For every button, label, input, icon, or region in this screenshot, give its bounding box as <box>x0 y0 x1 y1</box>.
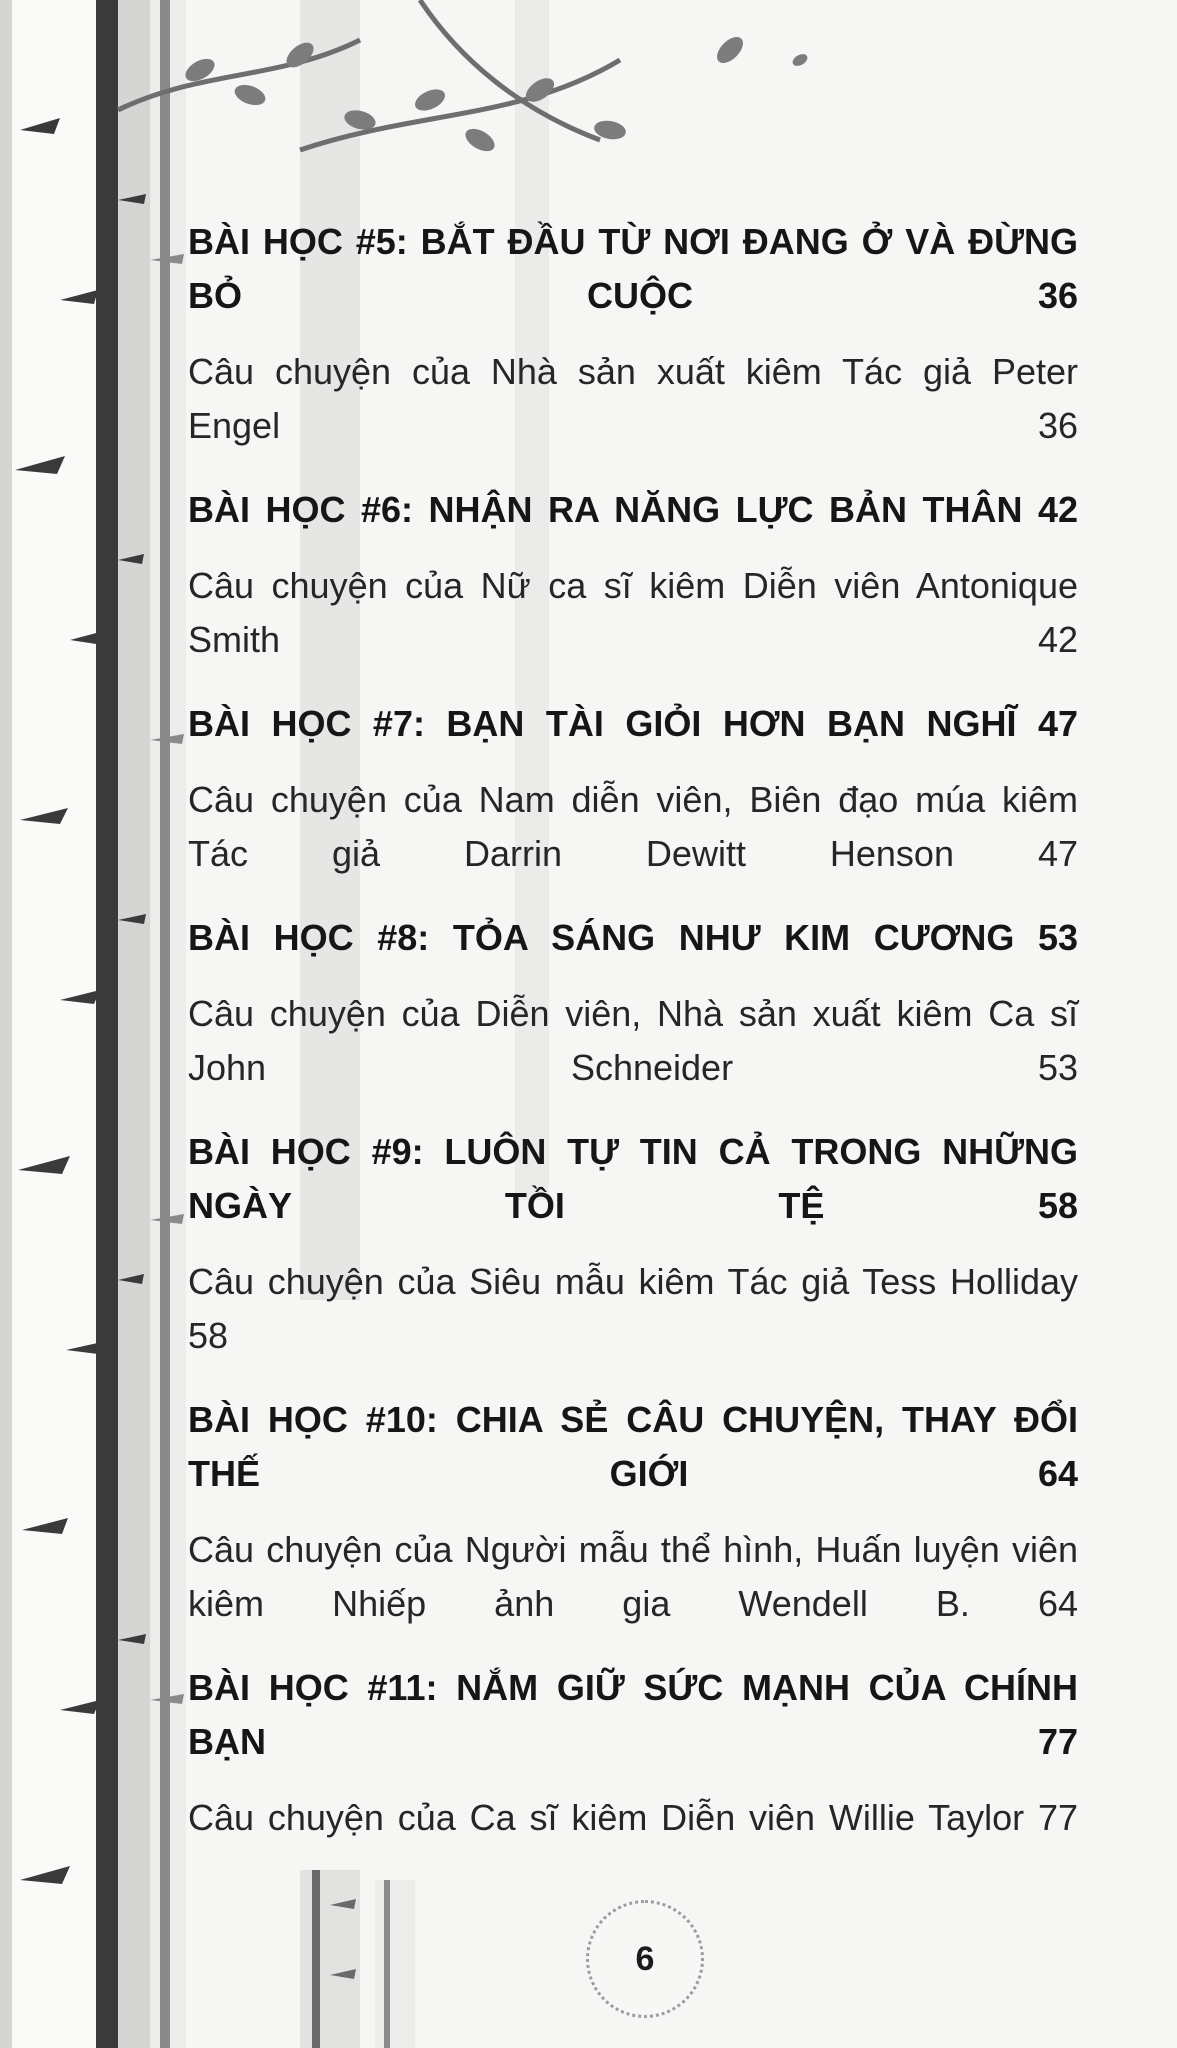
lesson-title: BÀI HỌC #6: NHẬN RA NĂNG LỰC BẢN THÂN <box>188 489 1023 530</box>
story-title: Câu chuyện của Nhà sản xuất kiêm Tác giả Peter Engel <box>188 351 1078 446</box>
story-line <box>188 1791 1078 1845</box>
lesson-heading <box>188 911 1078 965</box>
story-title: Câu chuyện của Ca sĩ kiêm Diễn viên Willie Taylor <box>188 1797 1025 1838</box>
story-line <box>188 1255 1078 1363</box>
table-of-contents <box>188 215 1078 1875</box>
lesson-heading <box>188 1125 1078 1233</box>
story-title: Câu chuyện của Siêu mẫu kiêm Tác giả Tess Holliday <box>188 1261 1078 1302</box>
toc-entry <box>188 1393 1078 1631</box>
lesson-heading <box>188 483 1078 537</box>
lesson-heading <box>188 1661 1078 1769</box>
lesson-title: BÀI HỌC #7: BẠN TÀI GIỎI HƠN BẠN NGHĨ <box>188 703 1017 744</box>
lesson-heading <box>188 1393 1078 1501</box>
lesson-title: BÀI HỌC #5: BẮT ĐẦU TỪ NƠI ĐANG Ở VÀ ĐỪNG BỎ CUỘC <box>188 221 1078 316</box>
story-page-number: 58 <box>188 1315 229 1356</box>
lesson-page-number: 47 <box>1037 703 1079 744</box>
toc-entry <box>188 1661 1078 1845</box>
story-line <box>188 559 1078 667</box>
lesson-title: BÀI HỌC #9: LUÔN TỰ TIN CẢ TRONG NHỮNG NGÀY TỒI TỆ <box>188 1131 1078 1226</box>
story-title: Câu chuyện của Nữ ca sĩ kiêm Diễn viên Antonique Smith <box>188 565 1078 660</box>
story-line <box>188 1523 1078 1631</box>
story-page-number: 36 <box>1037 405 1078 446</box>
toc-entry <box>188 483 1078 667</box>
lesson-page-number: 36 <box>1037 275 1078 316</box>
lesson-page-number: 53 <box>1037 917 1078 958</box>
story-page-number: 77 <box>1037 1797 1078 1838</box>
story-line <box>188 987 1078 1095</box>
toc-entry <box>188 215 1078 453</box>
toc-entry <box>188 1125 1078 1363</box>
page-number-badge <box>586 1900 704 2018</box>
lesson-title: BÀI HỌC #8: TỎA SÁNG NHƯ KIM CƯƠNG <box>188 917 1015 958</box>
lesson-heading <box>188 697 1078 751</box>
story-page-number: 47 <box>1037 833 1078 874</box>
story-page-number: 64 <box>1037 1583 1078 1624</box>
lesson-heading <box>188 215 1078 323</box>
toc-entry <box>188 911 1078 1095</box>
lesson-page-number: 58 <box>1037 1185 1078 1226</box>
lesson-title: BÀI HỌC #10: CHIA SẺ CÂU CHUYỆN, THAY ĐỔI THẾ GIỚI <box>188 1399 1078 1494</box>
story-title: Câu chuyện của Người mẫu thể hình, Huấn luyện viên kiêm Nhiếp ảnh gia Wendell B. <box>188 1529 1078 1624</box>
story-line <box>188 345 1078 453</box>
story-page-number: 42 <box>1037 619 1078 660</box>
story-title: Câu chuyện của Nam diễn viên, Biên đạo múa kiêm Tác giả Darrin Dewitt Henson <box>188 779 1078 874</box>
lesson-page-number: 77 <box>1037 1721 1078 1762</box>
story-line <box>188 773 1078 881</box>
page-number: 6 <box>635 1939 655 1978</box>
story-title: Câu chuyện của Diễn viên, Nhà sản xuất kiêm Ca sĩ John Schneider <box>188 993 1078 1088</box>
lesson-page-number: 42 <box>1037 489 1078 530</box>
story-page-number: 53 <box>1037 1047 1078 1088</box>
lesson-title: BÀI HỌC #11: NẮM GIỮ SỨC MẠNH CỦA CHÍNH BẠN <box>188 1667 1078 1762</box>
lesson-page-number: 64 <box>1037 1453 1078 1494</box>
toc-entry <box>188 697 1078 881</box>
